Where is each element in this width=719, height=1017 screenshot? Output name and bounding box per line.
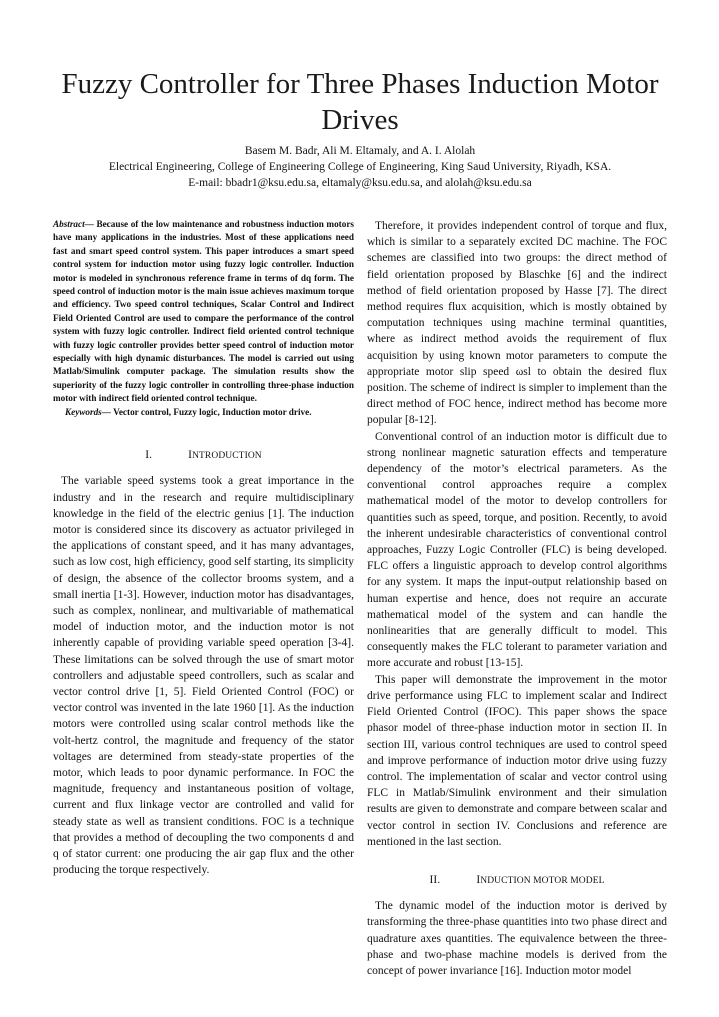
- section-initial: I: [476, 873, 481, 886]
- right-column: [367, 218, 667, 979]
- section-heading-introduction: [53, 447, 354, 464]
- author-affiliation: Electrical Engineering, College of Engineering College of Engineering, King Saud University, Riyadh, KSA.: [108, 161, 612, 173]
- section-number: II.: [429, 873, 441, 886]
- keywords: [53, 406, 354, 419]
- author-email: E-mail: bbadr1@ksu.edu.sa, eltamaly@ksu.edu.sa, and alolah@ksu.edu.sa: [188, 177, 532, 189]
- intro-paragraph: The variable speed systems took a great importance in the industry and in the research and require multidisciplinary knowledge in the field of the electric genius [1]. The induction motor is considered since its discovery as actuator privileged in the applications of constant speed, and it has many advantages, such as low cost, high efficiency, good self starting, its simplicity of design, the absence of the collector brooms system, and a small inertia [1-3]. However, induction motor has disadvantages, such as complex, nonlinear, and multivariable of mathematical model of induction motor, and the induction motor is not inherently capable of providing variable speed operation [3-4]. These limitations can be solved through the use of smart motor controllers and adjustable speed controllers, such as scalar and vector control drive [1, 5]. Field Oriented Control (FOC) or vector control was invented in the late 1960 [1]. As the induction motors were controlled using scalar control methods like the volt-hertz control, the magnitude and frequency of the stator voltages are determined from steady-state properties of the motor, which leads to poor dynamic performance. In FOC the magnitude, frequency and instantaneous position of voltage, current and flux linkage vector are controlled and valid for steady state as well as transient conditions. FOC is a technique that provides a method of decoupling the two components d and q of stator current: one producing the air gap flux and the other producing the torque respectively.: [53, 475, 354, 877]
- section-heading-motor-model: [367, 872, 667, 889]
- section-number: I.: [145, 449, 153, 462]
- section-title-rest: NDUCTION MOTOR MODEL: [480, 875, 605, 886]
- author-block: [40, 143, 680, 191]
- foc-paragraph: Therefore, it provides independent control of torque and flux, which is similar to a separately excited DC machine. The FOC schemes are classified into two groups: the direct method of field orientation proposed by Blaschke [6] and the indirect method of field orientation proposed by Hasse [7]. The direct method requires flux acquisition, which is mostly obtained by computation techniques using machine terminal quantities, where as indirect method avoids the requirement of flux acquisition by using known motor parameters to compute the appropriate motor slip speed ωsl to obtain the desired flux position. The scheme of indirect is simpler to implement than the direct method of FOC hence, indirect method has become more popular [8-12].: [367, 220, 667, 427]
- section-title-rest: NTRODUCTION: [192, 451, 262, 462]
- paper-title: Fuzzy Controller for Three Phases Induction Motor Drives: [61, 68, 659, 136]
- section-initial: I: [188, 449, 193, 462]
- abstract-lead: Abstract—: [53, 219, 94, 229]
- author-names: Basem M. Badr, Ali M. Eltamaly, and A. I. Alolah: [244, 145, 476, 157]
- model-paragraph: The dynamic model of the induction motor is derived by transforming the three-phase quantities into two phase direct and quadrature axes quantities. The equivalence between the three-phase and two-phase machine models is derived from the concept of power invariance [16]. Induction motor model: [367, 900, 667, 977]
- abstract: [53, 218, 354, 406]
- left-column: [53, 218, 354, 878]
- keywords-lead: Keywords—: [65, 406, 111, 417]
- flc-paragraph: Conventional control of an induction motor is difficult due to strong nonlinear magnetic saturation effects and temperature dependency of the motor’s electrical parameters. As the conventional control approaches require a complex mathematical model of the motor to develop controllers for quantities such as speed, torque, and position. Recently, to avoid the inherent undesirable characteristics of conventional control approaches, Fuzzy Logic Controller (FLC) is being developed. FLC offers a linguistic approach to develop control algorithms for any system. It maps the input-output relationship based on human expertise and hence, does not require an accurate mathematical model of the system and can handle the nonlinearities that are generally difficult to model. This consequently makes the FLC tolerant to parameter variation and more accurate and robust [13-15].: [367, 430, 667, 670]
- paper-outline-paragraph: This paper will demonstrate the improvement in the motor drive performance using FLC to implement scalar and Indirect Field Oriented Control (IFOC). This paper shows the space phasor model of three-phase induction motor in section II. In section III, various control techniques are used to control speed and improve performance of induction motor drive using fuzzy control. The implementation of scalar and vector control using FLC in Matlab/Simulink environment and their simulation results are given to demonstrate and compare between scalar and vector control in section IV. Conclusions and reference are mentioned in the last section.: [367, 673, 667, 848]
- abstract-text: Because of the low maintenance and robustness induction motors have many applications in the industries. Most of these applications need fast and smart speed control system. This paper introduces a smart speed control system for induction motor using fuzzy logic controller. Induction motor is modeled in synchronous reference frame in terms of dq form. The speed control of induction motor is the main issue achieves maximum torque and efficiency. Two speed control techniques, Scalar Control and Indirect Field Oriented Control are used to compare the performance of the control system with fuzzy logic controller. Indirect field oriented control technique with fuzzy logic controller provides better speed control of induction motor especially with high dynamic disturbances. The model is carried out using Matlab/Simulink computer package. The simulation results show the superiority of the fuzzy logic controller in controlling three-phase induction motor with indirect field oriented control technique.: [53, 219, 354, 404]
- keywords-text: Vector control, Fuzzy logic, Induction motor drive.: [110, 406, 312, 417]
